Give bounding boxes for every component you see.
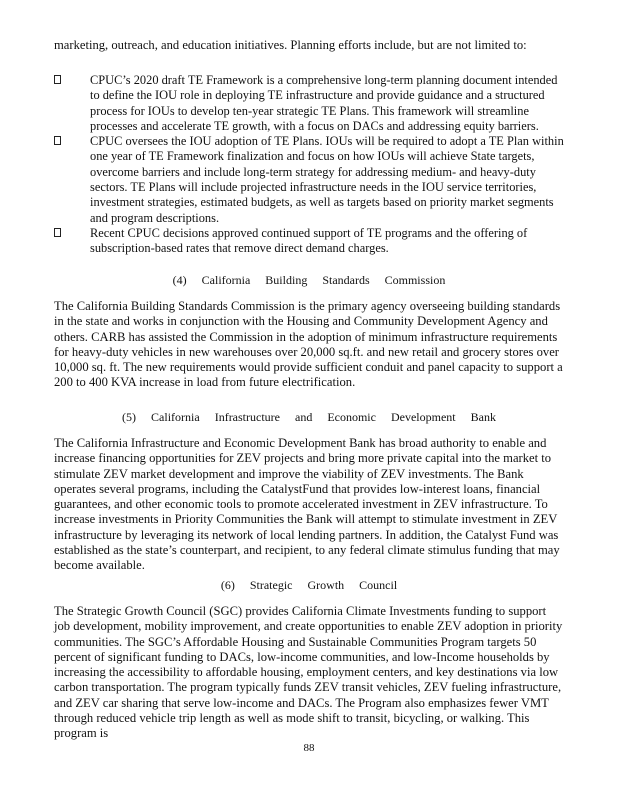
section-number: (5)	[122, 410, 137, 424]
bullet-text: Recent CPUC decisions approved continued support of TE programs and the offering of subscription-based rates that remove direct demand charges.	[90, 225, 528, 256]
section-number: (4)	[172, 273, 187, 287]
bullet-item	[54, 134, 568, 226]
bullet-item	[54, 226, 568, 257]
bullet-box-icon	[54, 228, 61, 237]
section-heading-4	[0, 273, 618, 288]
section-heading-6	[0, 578, 618, 593]
section-number: (6)	[220, 578, 235, 592]
section-title: Strategic Growth Council	[249, 578, 398, 592]
section-title: California Building Standards Commission	[201, 273, 446, 287]
bullet-text: CPUC oversees the IOU adoption of TE Plans. IOUs will be required to adopt a TE Plan within one year of TE Framework finalization and focus on how IOUs will achieve State targets, overcome barriers and include long-term strategy for addressing medium- and heavy-duty sectors. TE Plans will include projected infrastructure needs in the IOU service territories, investment strategies, estimated budgets, as well as targets based on priority market segments and program descriptions.	[90, 134, 564, 225]
intro-paragraph: marketing, outreach, and education initiatives. Planning efforts include, but are not limited to:	[54, 38, 527, 52]
section-heading-5	[0, 410, 618, 425]
section-body-5: The California Infrastructure and Economic Development Bank has broad authority to enable and increase financing opportunities for ZEV projects and bring more private capital into the market to stimulate ZEV market development and improve the viability of ZEV investments. The Bank operates several programs, including the CatalystFund that provides low-interest loans, financial guarantees, and other economic tools to promote accelerated investment in ZEV infrastructure. To increase investments in Priority Communities the Bank will attempt to stimulate investment in ZEV infrastructure by leveraging its network of local lending partners. In addition, the Catalyst Fund was established as the state’s counterpart, and recipient, to any federal climate stimulus funding that may become available.	[54, 436, 560, 573]
bullet-list	[54, 73, 568, 257]
bullet-box-icon	[54, 75, 61, 84]
bullet-item	[54, 73, 568, 134]
bullet-box-icon	[54, 136, 61, 145]
section-title: California Infrastructure and Economic Development Bank	[151, 410, 496, 424]
section-body-4: The California Building Standards Commission is the primary agency overseeing building standards in the state and works in conjunction with the Housing and Community Development Agency and others. CARB has assisted the Commission in the adoption of minimum infrastructure requirements for heavy-duty vehicles in new warehouses over 20,000 sq.ft. and new retail and grocery stores over 10,000 sq. ft. The new requirements would provide sufficient conduit and panel capacity to support a 200 to 400 KVA increase in load from future electrification.	[54, 299, 563, 390]
bullet-text: CPUC’s 2020 draft TE Framework is a comprehensive long-term planning document intended to define the IOU role in deploying TE infrastructure and provide guidance and a structured process for IOUs to develop ten-year strategic TE Plans. This framework will streamline processes and accelerate TE growth, with a focus on DACs and addressing equity barriers.	[90, 73, 558, 133]
page-number: 88	[303, 742, 315, 754]
section-body-6: The Strategic Growth Council (SGC) provides California Climate Investments funding to support job development, mobility improvement, and create opportunities to enable ZEV adoption in priority communities. The SGC’s Affordable Housing and Sustainable Communities Program targets 50 percent of significant funding to DACs, low-income communities, and low-Income households by increasing the accessibility to affordable housing, employment centers, and key destinations via low carbon transportation. The program typically funds ZEV transit vehicles, ZEV fueling infrastructure, and ZEV car sharing that serve low-income and DACs. The Program also emphasizes fewer VMT through reduced vehicle trip length as well as mode shift to transit, bicycling, or walking. This program is	[54, 604, 563, 741]
